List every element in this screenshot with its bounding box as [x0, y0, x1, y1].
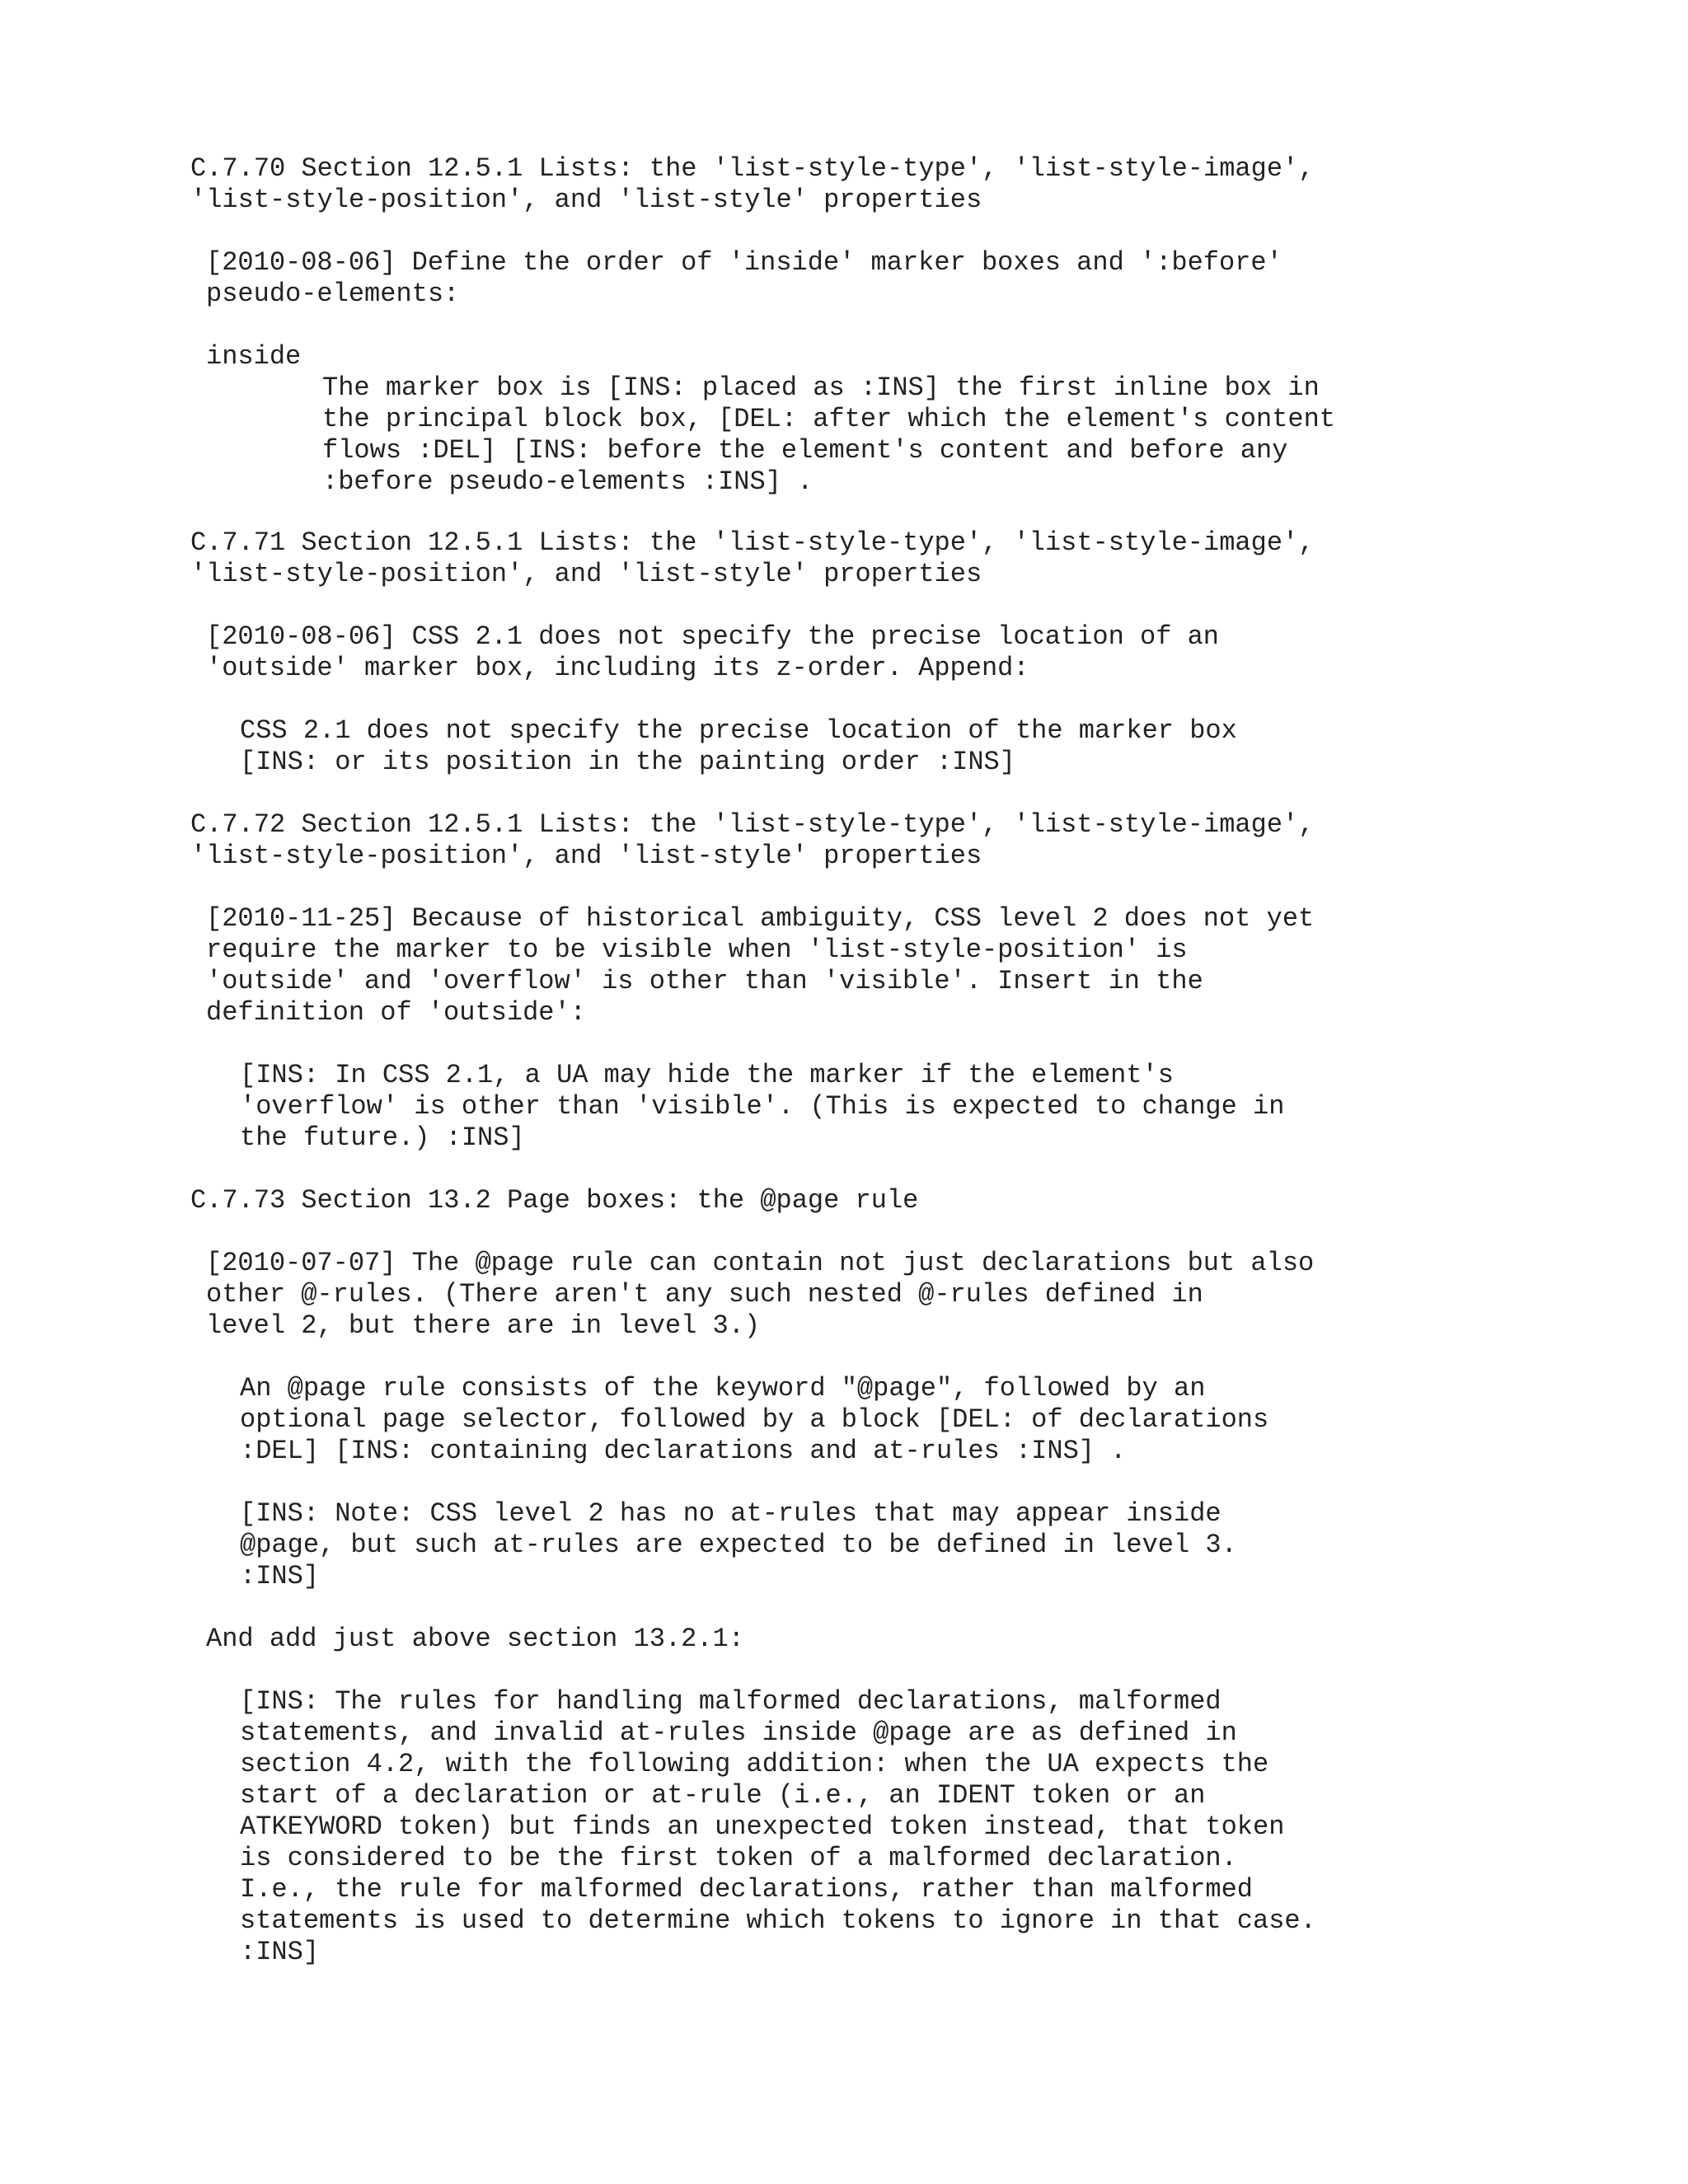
section-heading: C.7.71 Section 12.5.1 Lists: the 'list-style-type', 'list-style-image', — [190, 527, 1315, 558]
definition-term: inside — [206, 341, 302, 372]
quoted-text: An @page rule consists of the keyword "@page", followed by an — [240, 1373, 1206, 1404]
section-intro: definition of 'outside': — [206, 997, 586, 1028]
quoted-note: @page, but such at-rules are expected to be defined in level 3. — [240, 1530, 1237, 1560]
quoted-addition: statements, and invalid at-rules inside @page are as defined in — [240, 1718, 1237, 1748]
section-intro: 'outside' marker box, including its z-order. Append: — [206, 653, 1029, 683]
section-heading: 'list-style-position', and 'list-style' properties — [190, 559, 982, 589]
quoted-text: 'overflow' is other than 'visible'. (This is expected to change in — [240, 1091, 1285, 1122]
quoted-addition: statements is used to determine which tokens to ignore in that case. — [240, 1905, 1316, 1936]
quoted-addition: section 4.2, with the following addition: when the UA expects the — [240, 1749, 1269, 1779]
section-intro: [2010-08-06] CSS 2.1 does not specify the precise location of an — [206, 621, 1219, 652]
quoted-addition: ATKEYWORD token) but finds an unexpected token instead, that token — [240, 1811, 1285, 1842]
section-intro: [2010-07-07] The @page rule can contain not just declarations but also — [206, 1248, 1315, 1278]
section-intro: require the marker to be visible when 'list-style-position' is — [206, 935, 1188, 965]
section-heading: C.7.73 Section 13.2 Page boxes: the @page rule — [190, 1185, 919, 1216]
quoted-addition: :INS] — [240, 1937, 320, 1967]
quoted-addition: is considered to be the first token of a malformed declaration. — [240, 1843, 1237, 1873]
quoted-text: CSS 2.1 does not specify the precise location of the marker box — [240, 715, 1237, 746]
definition-text: flows :DEL] [INS: before the element's content and before any — [322, 435, 1288, 466]
definition-text: the principal block box, [DEL: after which the element's content — [322, 404, 1335, 434]
quoted-addition: start of a declaration or at-rule (i.e., an IDENT token or an — [240, 1780, 1206, 1811]
quoted-text: [INS: In CSS 2.1, a UA may hide the marker if the element's — [240, 1060, 1174, 1090]
quoted-text: :DEL] [INS: containing declarations and at-rules :INS] . — [240, 1436, 1127, 1466]
section-heading: 'list-style-position', and 'list-style' properties — [190, 841, 982, 871]
quoted-addition: I.e., the rule for malformed declarations, rather than malformed — [240, 1874, 1253, 1905]
section-intro: level 2, but there are in level 3.) — [206, 1310, 761, 1341]
section-heading: C.7.72 Section 12.5.1 Lists: the 'list-style-type', 'list-style-image', — [190, 809, 1315, 840]
quoted-note: :INS] — [240, 1561, 320, 1591]
quoted-text: optional page selector, followed by a block [DEL: of declarations — [240, 1404, 1269, 1435]
section-heading: 'list-style-position', and 'list-style' properties — [190, 185, 982, 215]
section-intro: [2010-11-25] Because of historical ambiguity, CSS level 2 does not yet — [206, 903, 1315, 934]
section-intro: pseudo-elements: — [206, 279, 460, 309]
quoted-addition: [INS: The rules for handling malformed declarations, malformed — [240, 1686, 1221, 1717]
section-intro: other @-rules. (There aren't any such nested @-rules defined in — [206, 1279, 1203, 1310]
quoted-text: [INS: or its position in the painting order :INS] — [240, 747, 1015, 777]
quoted-note: [INS: Note: CSS level 2 has no at-rules that may appear inside — [240, 1498, 1221, 1529]
addition-intro: And add just above section 13.2.1: — [206, 1624, 744, 1654]
definition-text: :before pseudo-elements :INS] . — [322, 466, 814, 497]
quoted-text: the future.) :INS] — [240, 1122, 525, 1153]
section-intro: 'outside' and 'overflow' is other than 'visible'. Insert in the — [206, 966, 1203, 996]
section-intro: [2010-08-06] Define the order of 'inside' marker boxes and ':before' — [206, 247, 1282, 278]
section-heading: C.7.70 Section 12.5.1 Lists: the 'list-style-type', 'list-style-image', — [190, 153, 1315, 184]
definition-text: The marker box is [INS: placed as :INS] the first inline box in — [322, 373, 1320, 403]
